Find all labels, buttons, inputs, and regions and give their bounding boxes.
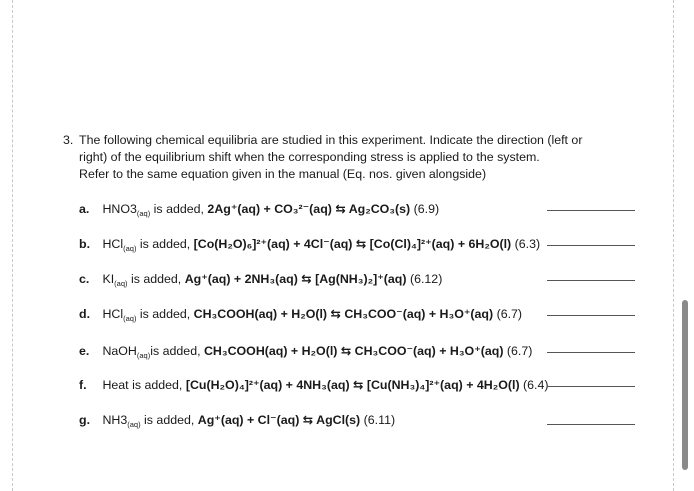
reagent-state: (aq)	[136, 209, 151, 218]
added-text: is added,	[150, 344, 204, 358]
reagent: KI	[102, 272, 115, 286]
answer-blank-a[interactable]	[547, 210, 635, 211]
item-letter: b.	[79, 237, 91, 251]
reagent-state: (aq)	[136, 351, 151, 360]
item-letter: d.	[79, 307, 91, 321]
equation-ref: (6.11)	[363, 413, 396, 427]
answer-blank-b[interactable]	[547, 245, 635, 246]
reagent: HCl	[102, 307, 124, 321]
equation: 2Ag⁺(aq) + CO₃²⁻(aq) ⇆ Ag₂CO₃(s)	[207, 202, 411, 216]
reagent: HNO3	[102, 202, 137, 216]
equation-ref: (6.4)	[523, 378, 549, 392]
equation: [Co(H₂O)₆]²⁺(aq) + 4Cl⁻(aq) ⇆ [Co(Cl)₄]²⁺(aq) + 6H₂O(l)	[193, 237, 512, 251]
answer-blank-e[interactable]	[547, 352, 635, 353]
reagent-state: (aq)	[127, 420, 141, 429]
equation-ref: (6.12)	[409, 272, 443, 286]
reagent: HCl	[102, 237, 124, 251]
reagent-state: (aq)	[114, 279, 128, 288]
item-letter: f.	[79, 378, 87, 392]
reagent: NaOH	[102, 344, 137, 358]
answer-blank-d[interactable]	[547, 315, 635, 316]
item-a	[79, 201, 439, 218]
item-e	[79, 343, 532, 360]
question-number: 3.	[63, 133, 74, 147]
item-letter: c.	[79, 272, 90, 286]
added-text: is added,	[136, 307, 194, 321]
added-text: is added,	[140, 413, 198, 427]
answer-blank-g[interactable]	[547, 424, 635, 425]
answer-blank-c[interactable]	[547, 280, 635, 281]
added-text: is added,	[128, 378, 186, 392]
item-d	[79, 306, 522, 323]
item-f	[79, 377, 549, 394]
added-text: is added,	[150, 202, 208, 216]
answer-blank-f[interactable]	[547, 386, 635, 387]
document-page	[12, 0, 674, 491]
item-g	[79, 412, 395, 429]
equation: CH₃COOH(aq) + H₂O(l) ⇆ CH₃COO⁻(aq) + H₃O⁺(aq)	[193, 307, 494, 321]
reagent: NH3	[102, 413, 128, 427]
reagent: Heat	[102, 378, 129, 392]
item-b	[79, 236, 540, 253]
item-c	[79, 271, 442, 288]
scrollbar-thumb[interactable]	[682, 300, 688, 470]
item-letter: e.	[79, 344, 90, 358]
equation-ref: (6.9)	[413, 202, 440, 216]
equation-ref: (6.3)	[514, 237, 541, 251]
equation: CH₃COOH(aq) + H₂O(l) ⇆ CH₃COO⁻(aq) + H₃O⁺(aq)	[203, 344, 504, 358]
equation: Ag⁺(aq) + 2NH₃(aq) ⇆ [Ag(NH₃)₂]⁺(aq)	[184, 272, 407, 286]
item-letter: g.	[79, 413, 91, 427]
intro-line-1: The following chemical equilibria are studied in this experiment. Indicate the direction (left or	[79, 133, 583, 147]
scrollbar[interactable]	[682, 0, 688, 491]
added-text: is added,	[136, 237, 194, 251]
equation: [Cu(H₂O)₄]²⁺(aq) + 4NH₃(aq) ⇆ [Cu(NH₃)₄]²⁺(aq) + 4H₂O(l)	[185, 378, 520, 392]
equation-ref: (6.7)	[506, 344, 533, 358]
question-intro	[63, 132, 669, 184]
equation-ref: (6.7)	[496, 307, 523, 321]
intro-line-3: Refer to the same equation given in the manual (Eq. nos. given alongside)	[79, 167, 487, 182]
intro-line-2: right) of the equilibrium shift when the corresponding stress is applied to the system.	[79, 150, 540, 165]
reagent-state: (aq)	[123, 314, 137, 323]
reagent-state: (aq)	[123, 244, 137, 253]
equation: Ag⁺(aq) + Cl⁻(aq) ⇆ AgCl(s)	[197, 413, 361, 427]
added-text: is added,	[127, 272, 185, 286]
item-letter: a.	[79, 202, 90, 216]
